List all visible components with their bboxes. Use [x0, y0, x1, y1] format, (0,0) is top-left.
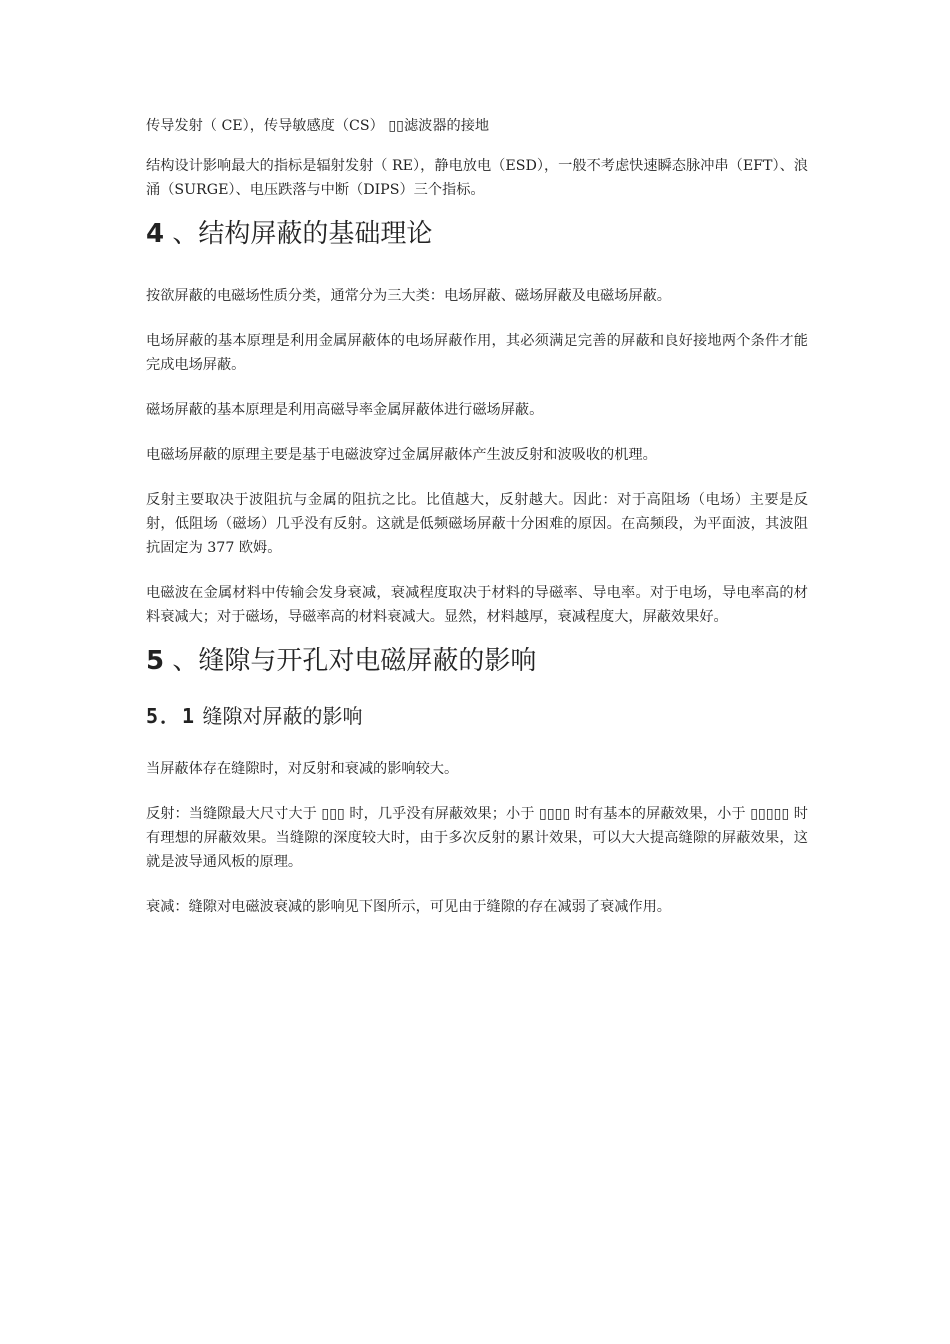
section-5-paragraph-3: 衰减：缝隙对电磁波衰减的影响见下图所示，可见由于缝隙的存在减弱了衰减作用。 [146, 899, 671, 915]
subsection-5-1-number: 5．1 [146, 704, 197, 728]
section-5-number: 5 [146, 646, 165, 676]
intro-paragraph-1: 传导发射（ CE），传导敏感度（CS） ▯▯滤波器的接地 [146, 118, 490, 134]
section-4-number: 4 [146, 219, 165, 249]
section-4-paragraph-3: 磁场屏蔽的基本原理是利用高磁导率金属屏蔽体进行磁场屏蔽。 [146, 402, 544, 418]
document-body [146, 114, 808, 919]
intro-paragraph-2: 结构设计影响最大的指标是辐射发射（ RE），静电放电（ESD），一般不考虑快速瞬态脉冲串（EFT）、浪涌（SURGE）、电压跌落与中断（DIPS）三个指标。 [146, 158, 808, 198]
section-4-title: 、结构屏蔽的基础理论 [164, 219, 433, 249]
section-5-title: 、缝隙与开孔对电磁屏蔽的影响 [164, 646, 537, 676]
section-5-paragraph-1: 当屏蔽体存在缝隙时，对反射和衰减的影响较大。 [146, 761, 459, 777]
section-4-paragraph-5: 反射主要取决于波阻抗与金属的阻抗之比。比值越大，反射越大。因此：对于高阻场（电场）主要是反射，低阻场（磁场）几乎没有反射。这就是低频磁场屏蔽十分困难的原因。在高频段，为平面波，其波阻抗固定为 377 欧姆。 [146, 492, 808, 556]
section-4-paragraph-2: 电场屏蔽的基本原理是利用金属屏蔽体的电场屏蔽作用，其必须满足完善的屏蔽和良好接地两个条件才能完成电场屏蔽。 [146, 333, 808, 373]
section-5-paragraph-2: 反射：当缝隙最大尺寸大于 ▯▯▯ 时，几乎没有屏蔽效果；小于 ▯▯▯▯ 时有基本的屏蔽效果，小于 ▯▯▯▯▯ 时有理想的屏蔽效果。当缝隙的深度较大时，由于多次反射的累计效果，可以大大提高缝隙的屏蔽效果，这就是波导通风板的原理。 [146, 806, 808, 870]
subsection-5-1-heading [146, 701, 808, 731]
section-4-heading [146, 214, 808, 254]
section-4-paragraph-1: 按欲屏蔽的电磁场性质分类，通常分为三大类：电场屏蔽、磁场屏蔽及电磁场屏蔽。 [146, 288, 671, 304]
section-4-paragraph-4: 电磁场屏蔽的原理主要是基于电磁波穿过金属屏蔽体产生波反射和波吸收的机理。 [146, 447, 657, 463]
section-5-heading [146, 641, 808, 681]
section-4-paragraph-6: 电磁波在金属材料中传输会发身衰减，衰减程度取决于材料的导磁率、导电率。对于电场，导电率高的材料衰减大；对于磁场，导磁率高的材料衰减大。显然，材料越厚，衰减程度大，屏蔽效果好。 [146, 585, 808, 625]
subsection-5-1-title: 缝隙对屏蔽的影响 [196, 704, 363, 728]
